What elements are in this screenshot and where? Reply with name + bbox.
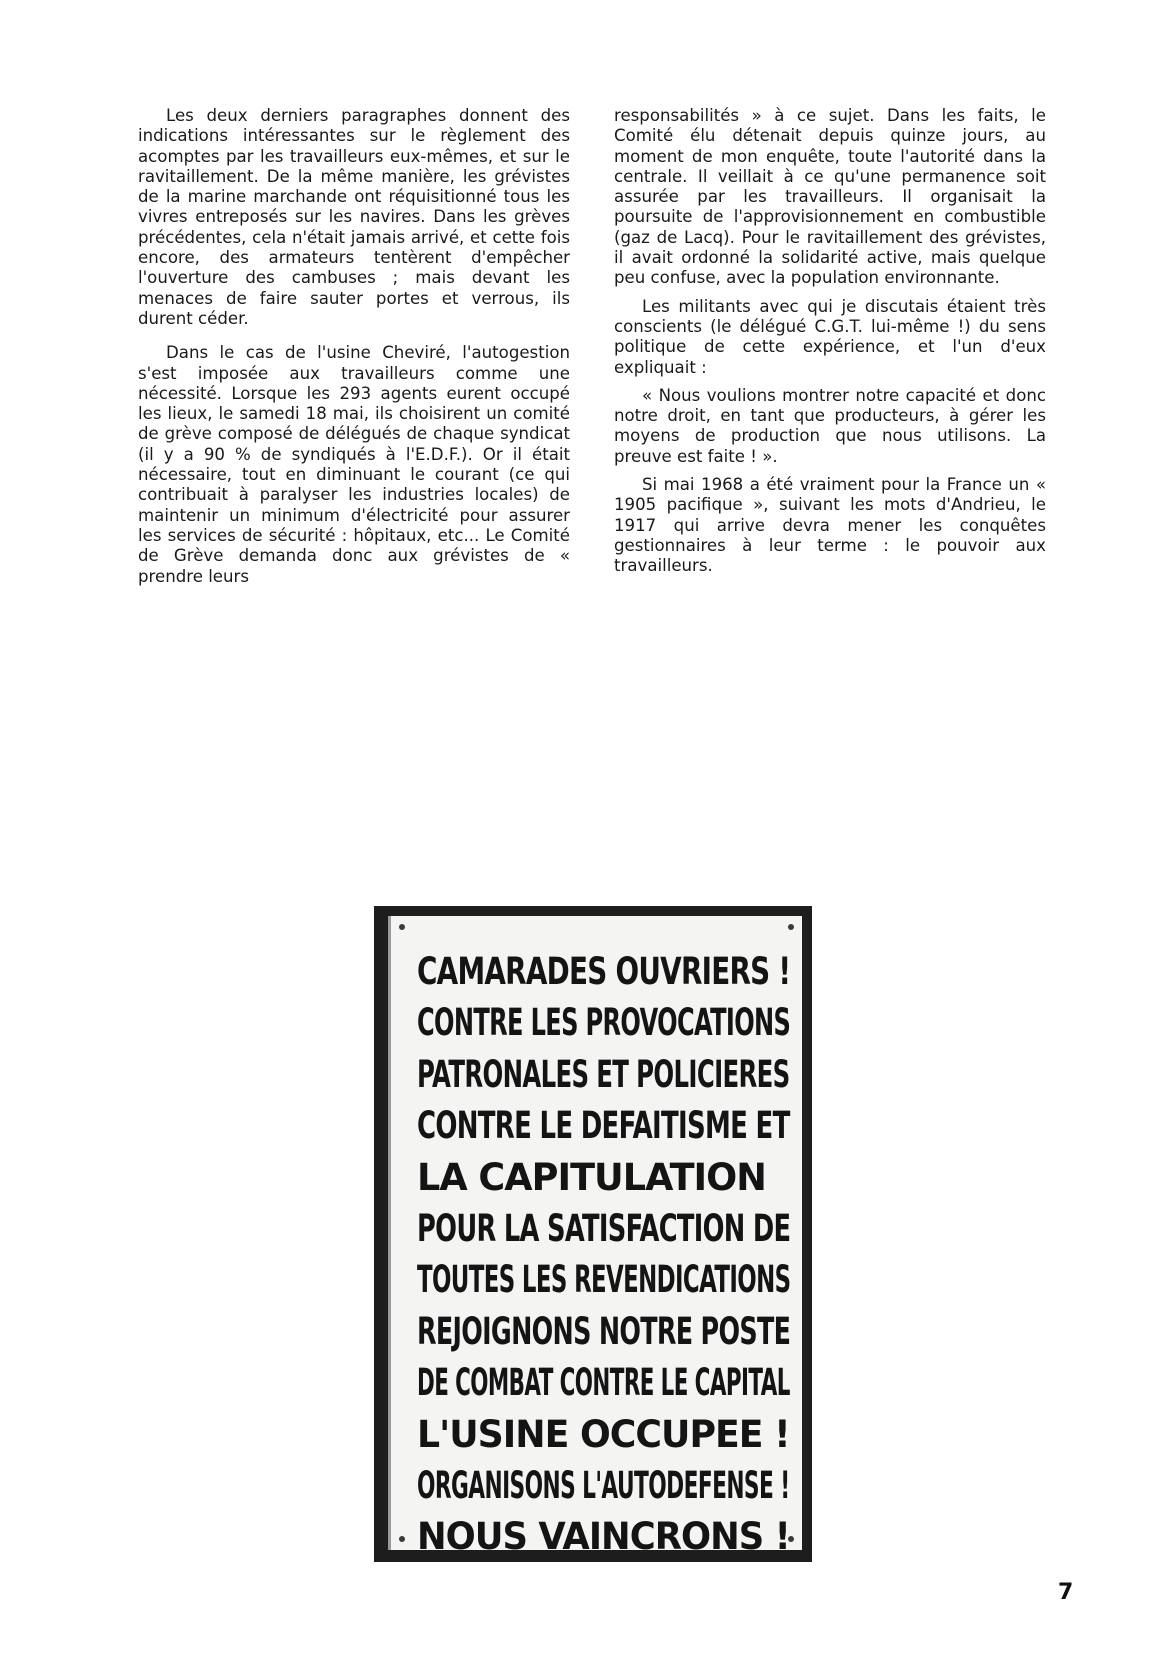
rivet-icon	[788, 924, 794, 930]
article-column-left	[138, 106, 570, 601]
poster-line: ORGANISONS L'AUTODEFENSE !	[417, 1463, 790, 1507]
poster-text	[417, 946, 794, 1563]
poster-sheet	[388, 916, 802, 1559]
rivet-icon	[399, 1536, 405, 1542]
paragraph: Dans le cas de l'usine Cheviré, l'autogestion s'est imposée aux travailleurs comme une nécessité. Lorsque les 293 agents eurent occupé les lieux, le samedi 18 mai, ils choisirent un comité de grève composé de délégués de chaque syndicat (il y a 90 % de syndiqués à l'E.D.F.). Or il était nécessaire, tout en diminuant le courant (ce qui contribuait à paralyser les industries locales) de maintenir un minimum d'électricité pour assurer les services de sécurité : hôpitaux, etc... Le Comité de Grève demanda donc aux grévistes de « prendre leurs	[138, 343, 570, 586]
paragraph: Si mai 1968 a été vraiment pour la France un « 1905 pacifique », suivant les mots d'Andrieu, le 1917 qui arrive devra mener les conquêtes gestionnaires à leur terme : le pouvoir aux travailleurs.	[614, 475, 1046, 576]
poster-line: CONTRE LES PROVOCATIONS	[417, 1001, 791, 1045]
paragraph: Les deux derniers paragraphes donnent des indications intéressantes sur le règlement des acomptes par les travailleurs eux-mêmes, et sur le ravitaillement. De la même manière, les grévistes de la marine marchande ont réquisitionné tous les vivres entreposés sur les navires. Dans les grèves précédentes, cela n'était jamais arrivé, et cette fois encore, des armateurs tentèrent d'empêcher l'ouverture des cambuses ; mais devant les menaces de faire sauter portes et verrous, ils durent céder.	[138, 106, 570, 328]
article-column-right	[614, 106, 1046, 585]
page-number: 7	[1058, 1580, 1074, 1605]
poster-line: PATRONALES ET POLICIERES	[417, 1052, 790, 1096]
paragraph: Les militants avec qui je discutais étaient très conscients (le délégué C.G.T. lui-même !) du sens politique de cette expérience, et l'un d'eux expliquait :	[614, 296, 1046, 377]
paragraph-continuation: responsabilités » à ce sujet. Dans les faits, le Comité élu détenait depuis quinze jours, au moment de mon enquête, toute l'autorité dans la centrale. Il veillait à ce qu'une permanence soit assurée par les travailleurs. Il organisait la poursuite de l'approvisionnement en combustible (gaz de Lacq). Pour le ravitaillement des grévistes, il avait ordonné la solidarité active, mais quelque peu confuse, avec la population environnante.	[614, 106, 1046, 288]
poster-line: DE COMBAT CONTRE LE CAPITAL	[417, 1361, 790, 1405]
poster-line: TOUTES LES REVENDICATIONS	[417, 1258, 791, 1302]
poster-line: L'USINE OCCUPEE !	[417, 1412, 790, 1456]
strike-poster-photo	[374, 906, 812, 1562]
poster-line: LA CAPITULATION	[417, 1155, 766, 1199]
poster-line: POUR LA SATISFACTION DE	[417, 1206, 791, 1250]
rivet-icon	[399, 924, 405, 930]
poster-line: NOUS VAINCRONS !	[417, 1515, 790, 1559]
poster-line: REJOIGNONS NOTRE POSTE	[417, 1309, 791, 1353]
poster-line: CONTRE LE DEFAITISME ET	[417, 1104, 790, 1148]
poster-line: CAMARADES OUVRIERS !	[417, 950, 791, 993]
quote-paragraph: « Nous voulions montrer notre capacité et donc notre droit, en tant que producteurs, à gérer les moyens de production que nous utilisons. La preuve est faite ! ».	[614, 385, 1046, 466]
